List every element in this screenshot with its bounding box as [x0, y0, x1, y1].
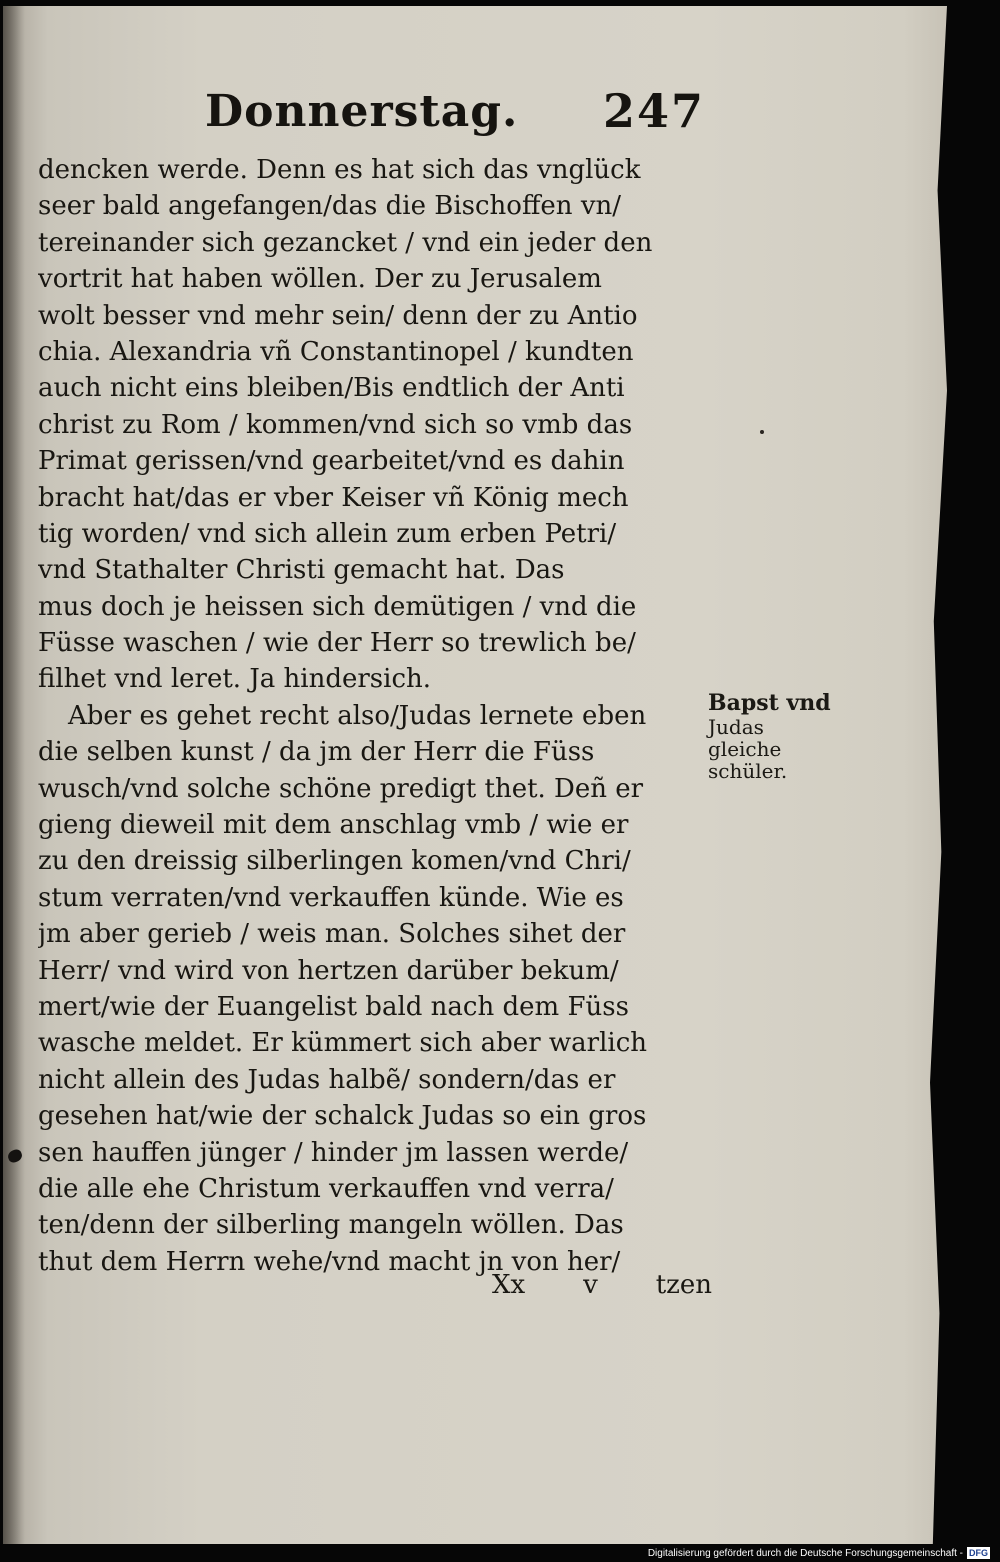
text-line: vnd Stathalter Christi gemacht hat. Das — [38, 555, 565, 586]
catchword: tzen — [655, 1270, 712, 1300]
text-line: auch nicht eins bleiben/Bis endtlich der Anti — [38, 373, 625, 404]
text-line: chia. Alexandria vñ Constantinopel / kundten — [38, 336, 634, 367]
text-line: stum verraten/vnd verkauffen künde. Wie es — [38, 882, 624, 913]
text-line: Herr/ vnd wird von hertzen darüber bekum/ — [38, 955, 619, 986]
binding-shadow — [3, 6, 25, 1544]
text-line: Füsse waschen / wie der Herr so trewlich be/ — [38, 628, 636, 659]
page-number: 247 — [602, 84, 705, 138]
text-line: jm aber gerieb / weis man. Solches sihet der — [38, 919, 626, 950]
text-line: filhet vnd leret. Ja hindersich. — [38, 664, 432, 695]
text-line: bracht hat/das er vber Keiser vñ König mech — [38, 482, 629, 513]
text-line: tereinander sich gezancket / vnd ein jeder den — [38, 227, 653, 258]
text-line: nicht allein des Judas halbẽ/ sondern/das er — [38, 1064, 616, 1095]
margin-note-line: schüler. — [708, 759, 788, 783]
margin-note-line: gleiche — [708, 737, 782, 761]
footer-credit: Digitalisierung gefördert durch die Deutsche Forschungsgemeinschaft - — [647, 1547, 963, 1559]
margin-note — [708, 690, 848, 782]
signature-sub: v — [583, 1270, 598, 1300]
text-line: wasche meldet. Er kümmert sich aber warlich — [38, 1028, 648, 1059]
margin-note-line: Judas — [708, 715, 764, 739]
text-line: thut dem Herrn wehe/vnd macht jn von her/ — [38, 1246, 621, 1277]
text-line: tig worden/ vnd sich allein zum erben Petri/ — [38, 518, 617, 549]
text-line: gieng dieweil mit dem anschlag vmb / wie er — [38, 810, 629, 841]
text-line: dencken werde. Denn es hat sich das vnglück — [38, 155, 641, 185]
text-line: sen hauffen jünger / hinder jm lassen werde/ — [38, 1137, 629, 1168]
text-line: mus doch je heissen sich demütigen / vnd die — [38, 591, 637, 622]
signature-mark: Xx — [492, 1270, 526, 1300]
text-line: vortrit hat haben wöllen. Der zu Jerusalem — [38, 264, 602, 295]
text-line: die selben kunst / da jm der Herr die Füss — [38, 737, 595, 768]
text-line: die alle ehe Christum verkauffen vnd verra/ — [38, 1173, 614, 1204]
signature-line — [492, 1270, 712, 1300]
text-line: zu den dreissig silberlingen komen/vnd Chri/ — [38, 846, 631, 877]
text-line: christ zu Rom / kommen/vnd sich so vmb das — [38, 409, 633, 440]
dfg-logo-icon: DFG — [969, 1548, 988, 1558]
paragraph-start-line: Aber es gehet recht also/Judas lernete eben — [68, 700, 647, 731]
body-text — [38, 152, 718, 1280]
text-line: wolt besser vnd mehr sein/ denn der zu Antio — [38, 300, 638, 331]
page-header — [205, 78, 705, 148]
text-line: wusch/vnd solche schöne predigt thet. Deñ er — [38, 773, 644, 804]
ink-spot — [760, 430, 764, 434]
digitization-footer — [648, 1546, 990, 1560]
text-line: Primat gerissen/vnd gearbeitet/vnd es dahin — [38, 446, 625, 477]
text-line: ten/denn der silberling mangeln wöllen. Das — [38, 1210, 624, 1241]
running-title: Donnerstag. — [205, 86, 519, 137]
text-line: mert/wie der Euangelist bald nach dem Füss — [38, 991, 629, 1022]
text-line: seer bald angefangen/das die Bischoffen vn/ — [38, 191, 622, 222]
margin-note-line: Bapst vnd — [708, 690, 831, 716]
text-line: gesehen hat/wie der schalck Judas so ein gros — [38, 1101, 647, 1132]
